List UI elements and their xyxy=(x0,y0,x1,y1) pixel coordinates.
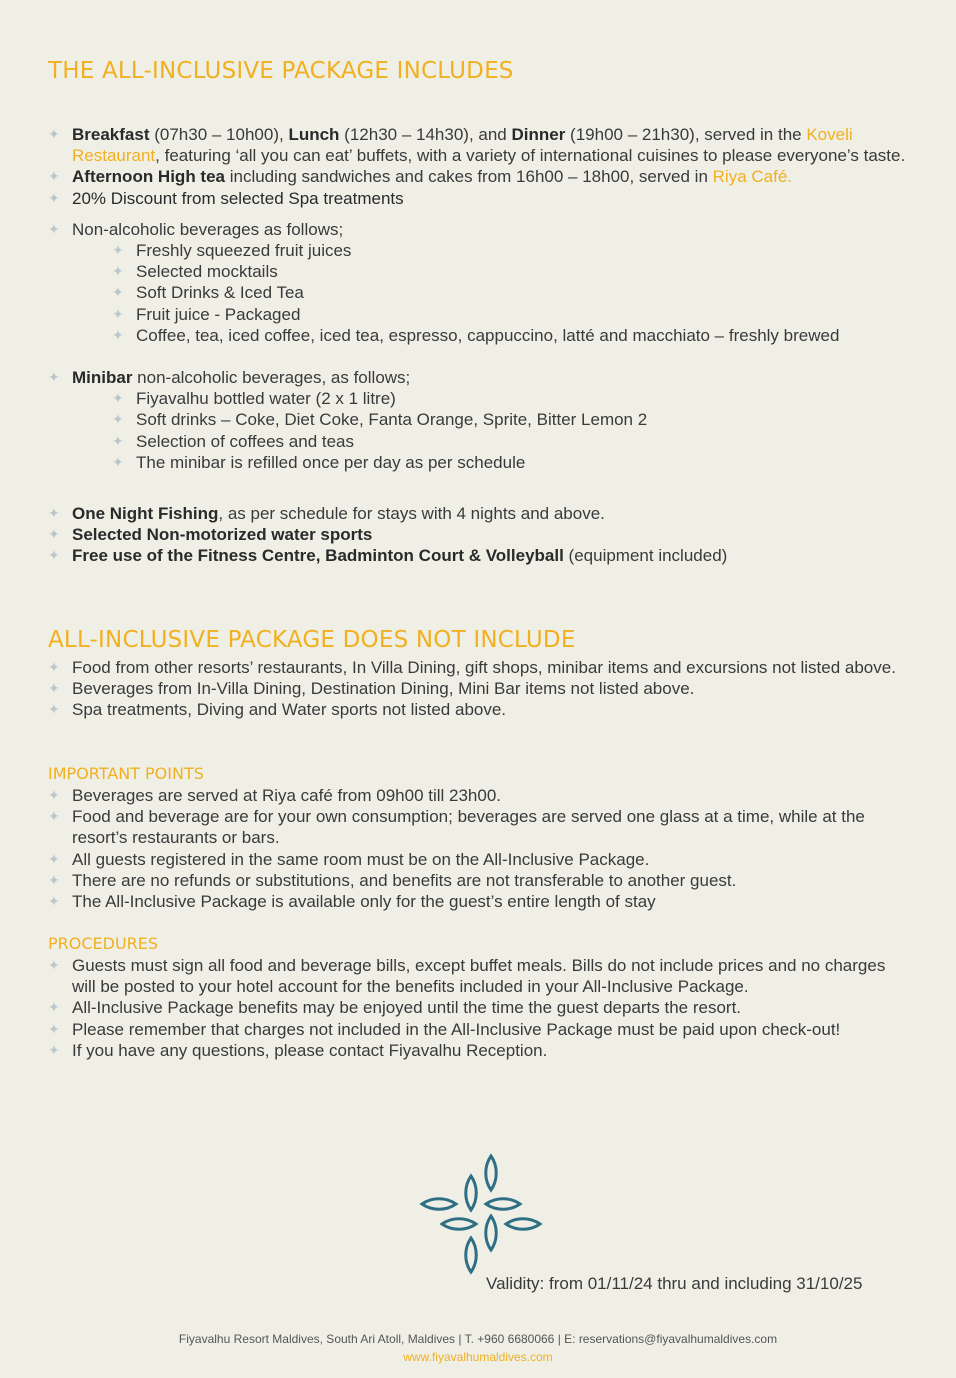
includes-heading: THE ALL-INCLUSIVE PACKAGE INCLUDES xyxy=(48,58,514,84)
sparkle-star-icon: ✦ xyxy=(48,369,60,386)
sparkle-star-icon: ✦ xyxy=(112,453,124,470)
important-points-heading: IMPORTANT POINTS xyxy=(48,764,204,783)
sparkle-star-icon: ✦ xyxy=(48,1020,60,1037)
list-item: ✦ All guests registered in the same room must be on the All-Inclusive Package. xyxy=(48,849,650,869)
list-item-fitness: ✦ Free use of the Fitness Centre, Badminton Court & Volleyball (equipment included) xyxy=(48,546,728,566)
sparkle-star-icon: ✦ xyxy=(112,263,124,280)
sparkle-star-icon: ✦ xyxy=(48,871,60,888)
list-item-fishing: ✦ One Night Fishing, as per schedule for stays with 4 nights and above. xyxy=(48,504,605,524)
not-include-list xyxy=(48,657,908,721)
sparkle-star-icon: ✦ xyxy=(112,411,124,428)
sparkle-star-icon: ✦ xyxy=(48,659,60,675)
list-item-meals: ✦ Breakfast (07h30 – 10h00), Lunch (12h30 – 14h30), and Dinner (19h00 – 21h30), served in the Koveli Restaurant, featuring ‘all you can eat’ buffets, with a variety of international cuisines to please everyone’s taste. xyxy=(48,125,906,166)
beverages-sublist xyxy=(72,240,908,346)
sublist-item: ✦ Fiyavalhu bottled water (2 x 1 litre) xyxy=(112,389,396,409)
sparkle-star-icon: ✦ xyxy=(112,432,124,449)
list-item-minibar: ✦ Minibar non-alcoholic beverages, as follows; ✦ Fiyavalhu bottled water (2 x 1 litre) ✦ Soft drinks – Coke, Diet Coke, Fanta Orange, Sprite, Bitter Lemon 2 ✦ Selection of coffees and teas ✦ The minibar is refilled once per day as per schedule xyxy=(48,367,908,473)
list-item: ✦ Beverages from In-Villa Dining, Destination Dining, Mini Bar items not listed above. xyxy=(48,679,695,699)
sparkle-star-icon: ✦ xyxy=(48,1041,60,1058)
list-item: ✦ Spa treatments, Diving and Water sports not listed above. xyxy=(48,700,507,720)
list-item-watersports: ✦ Selected Non-motorized water sports xyxy=(48,525,373,545)
sparkle-star-icon: ✦ xyxy=(48,701,60,718)
sparkle-star-icon: ✦ xyxy=(48,893,60,910)
sparkle-star-icon: ✦ xyxy=(112,326,124,343)
sparkle-star-icon: ✦ xyxy=(48,808,60,825)
footer-website-link[interactable]: www.fiyavalhumaldives.com xyxy=(403,1350,553,1364)
riya-cafe-link: Riya Café. xyxy=(712,167,793,187)
sparkle-star-icon: ✦ xyxy=(112,242,124,259)
procedures-list xyxy=(48,955,908,1061)
list-item: ✦ The All-Inclusive Package is available only for the guest’s entire length of stay xyxy=(48,892,656,912)
list-item: ✦ Food and beverage are for your own consumption; beverages are served one glass at a time, while at the resort’s restaurants or bars. xyxy=(48,807,865,848)
includes-list xyxy=(48,124,908,567)
sparkle-star-icon: ✦ xyxy=(112,284,124,301)
list-item: ✦ Beverages are served at Riya café from 09h00 till 23h00. xyxy=(48,786,502,805)
sparkle-star-icon: ✦ xyxy=(48,168,60,185)
koveli-restaurant-link: Koveli Restaurant xyxy=(72,125,853,166)
sparkle-star-icon: ✦ xyxy=(48,189,60,206)
list-item: ✦ Food from other resorts’ restaurants, In Villa Dining, gift shops, minibar items and excursions not listed above. xyxy=(48,658,896,677)
sublist-item: ✦ Selected mocktails xyxy=(112,262,278,282)
list-item-beverages: ✦ Non-alcoholic beverages as follows; ✦ Freshly squeezed fruit juices ✦ Selected mocktails ✦ Soft Drinks & Iced Tea ✦ Fruit juice - Packaged ✦ Coffee, tea, iced coffee, iced tea, espresso, cappuccino, latté and macchiato – freshly brewed xyxy=(48,219,908,346)
list-item: ✦ Please remember that charges not included in the All-Inclusive Package must be paid upon check-out! xyxy=(48,1019,841,1039)
sublist-item: ✦ Selection of coffees and teas xyxy=(112,431,355,451)
not-include-heading: ALL-INCLUSIVE PACKAGE DOES NOT INCLUDE xyxy=(48,627,576,653)
list-item-spa-discount: ✦ 20% Discount from selected Spa treatments xyxy=(48,188,404,208)
sparkle-star-icon: ✦ xyxy=(48,850,60,867)
list-item: ✦ Guests must sign all food and beverage bills, except buffet meals. Bills do not include prices and no charges will be posted to your hotel account for the benefits included in your All-Inclusive Package. xyxy=(48,956,886,997)
sublist-item: ✦ Soft drinks – Coke, Diet Coke, Fanta Orange, Sprite, Bitter Lemon 2 xyxy=(112,410,648,430)
sparkle-star-icon: ✦ xyxy=(48,526,60,543)
sparkle-star-icon: ✦ xyxy=(48,126,60,142)
sparkle-star-icon: ✦ xyxy=(48,787,60,803)
sparkle-star-icon: ✦ xyxy=(48,220,60,237)
list-item: ✦ If you have any questions, please contact Fiyavalhu Reception. xyxy=(48,1040,548,1060)
sparkle-star-icon: ✦ xyxy=(48,547,60,564)
sparkle-star-icon: ✦ xyxy=(112,390,124,407)
leaf-petal-logo-icon xyxy=(418,1152,544,1278)
sparkle-star-icon: ✦ xyxy=(48,957,60,973)
footer-address: Fiyavalhu Resort Maldives, South Ari Atoll, Maldives | T. +960 6680066 | E: reservations@fiyavalhumaldives.com xyxy=(178,1332,778,1346)
list-item: ✦ All-Inclusive Package benefits may be enjoyed until the time the guest departs the resort. xyxy=(48,998,742,1018)
procedures-heading: PROCEDURES xyxy=(48,934,159,953)
sparkle-star-icon: ✦ xyxy=(48,680,60,697)
validity-text: Validity: from 01/11/24 thru and including 31/10/25 xyxy=(486,1274,863,1293)
sublist-item: ✦ Fruit juice - Packaged xyxy=(112,304,301,324)
sublist-item: ✦ Coffee, tea, iced coffee, iced tea, espresso, cappuccino, latté and macchiato – freshly brewed xyxy=(112,325,840,345)
list-item-high-tea: ✦ Afternoon High tea including sandwiches and cakes from 16h00 – 18h00, served in Riya Café. xyxy=(48,167,793,187)
important-points-list xyxy=(48,785,908,912)
sublist-item: ✦ The minibar is refilled once per day as per schedule xyxy=(112,452,526,472)
minibar-sublist xyxy=(72,388,908,473)
sparkle-star-icon: ✦ xyxy=(48,999,60,1016)
list-item: ✦ There are no refunds or substitutions, and benefits are not transferable to another guest. xyxy=(48,870,737,890)
sparkle-star-icon: ✦ xyxy=(48,505,60,522)
sublist-item: ✦ Soft Drinks & Iced Tea xyxy=(112,283,304,303)
sparkle-star-icon: ✦ xyxy=(112,305,124,322)
sublist-item: ✦ Freshly squeezed fruit juices xyxy=(112,241,352,261)
